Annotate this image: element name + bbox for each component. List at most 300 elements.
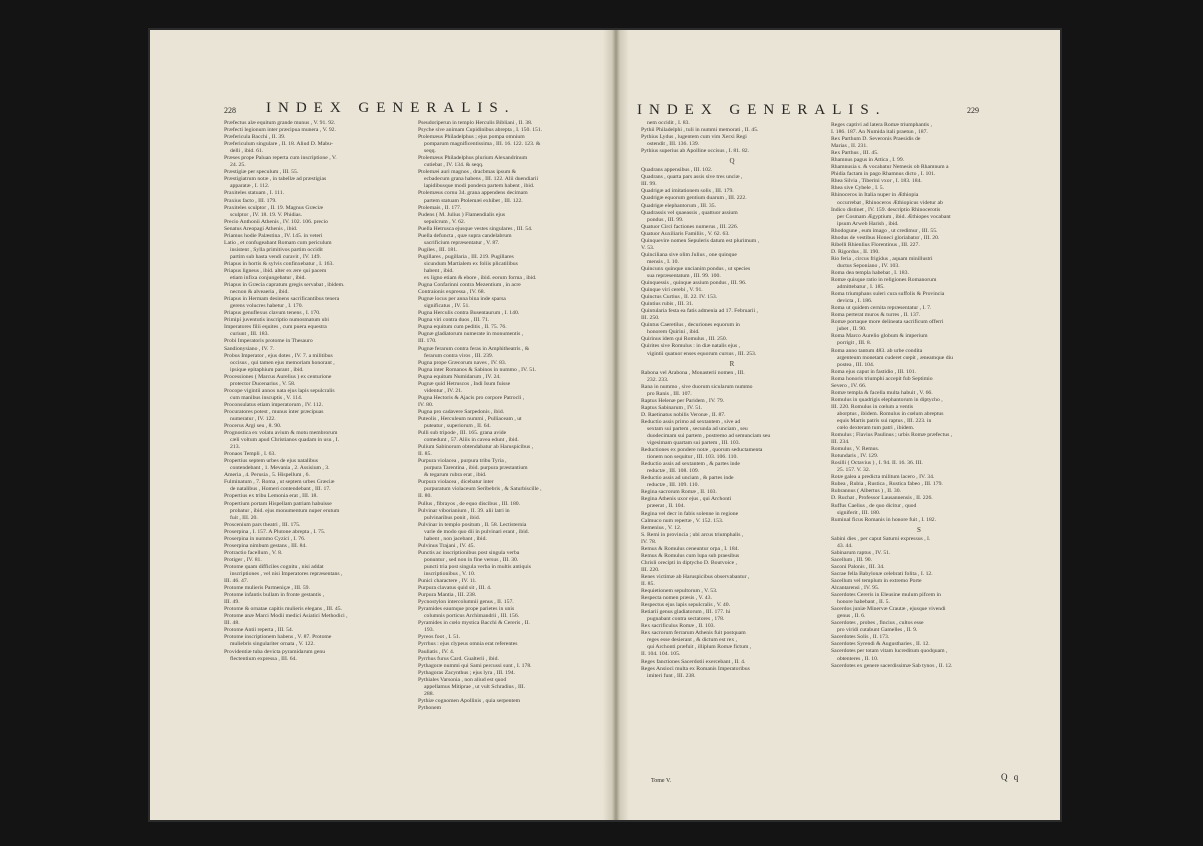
index-entry-line: Alcantarensi , IV. 95. <box>831 585 880 592</box>
index-entry-line: pro viridi cutabunt Gamelles , II. 9. <box>837 627 918 634</box>
index-entry-line: mensis , I. 10. <box>647 258 679 265</box>
index-entry-line: Priapus ligneus , ibid. alter ex ære qui pacem <box>224 267 327 274</box>
index-entry-line: Praxiteles sculptor , II. 19. Magnus Græciæ <box>224 204 324 211</box>
index-entry-line: D. Rigordus , II. 190. <box>831 248 880 255</box>
index-entry-line: Romæ templa & facella multa habuit , V. 66. <box>831 389 933 396</box>
index-entry-line: Quinquevire nomen Sepuleris datum est plurimum , <box>641 237 759 244</box>
index-entry-line: Rana in nummo , sive duorum sicularum nummo <box>641 383 753 390</box>
index-entry-line: Processiones ( Marcus Aurelius ) ex centurione <box>224 373 332 380</box>
index-entry-line: Indico distinet , IV. 159. descriptio Rhinocerotis <box>831 206 941 213</box>
index-entry-line: Ruminal ficus Romanis in honore fuit , I. 182. <box>831 516 937 523</box>
index-entry-line: Pullus , fibrayos , de equo discibus , III. 180. <box>418 500 521 507</box>
index-entry-line: 24. 25. <box>230 162 246 169</box>
index-entry-line: Præfericula Bacchi , II. 39. <box>224 134 286 141</box>
right-column-2 <box>831 122 1007 670</box>
index-entry-line: Requietionem sepultorum , V. 53. <box>641 588 718 595</box>
index-entry-line: Latio , et confugeabant Romam cum periculum <box>224 239 332 246</box>
index-entry-line: Sacerdotes ex genere sacerdissimæ Sab tynos , II. 12. <box>831 662 953 669</box>
index-entry-line: sextam sui partem , secunda ad unciam , seu <box>647 425 748 432</box>
index-entry-line: jubet , II. 90. <box>837 326 867 333</box>
index-entry-line: Rhinoceros in Italia nuper in Æthiopia <box>831 192 919 199</box>
index-entry-line: Pulium Sabinorum obtendabatur ab Haruspicibus , <box>418 444 533 451</box>
index-entry-line: fuit , III. 20. <box>230 514 258 521</box>
index-entry-line: puteatur , superiorum , II. 64. <box>424 423 491 430</box>
index-entry-line: cœlo dexteram tum patri , ibidem. <box>837 425 915 432</box>
index-entry-line: Pauliatis , IV. 4. <box>418 648 455 655</box>
index-entry-line: Puteolis , Herculeum nummi , Pulliaceam , ut <box>418 415 522 422</box>
index-entry-line: III. 250. <box>641 315 660 322</box>
index-entry-line: Sacellum vel templum in extremo Porte <box>831 578 922 584</box>
index-entry-line: porrigit , III. 8. <box>837 340 872 347</box>
index-entry-line: genus , II. 6. <box>837 613 866 620</box>
index-entry-line: Priapus in Græcia capratum gregis servabat , ibidem. <box>224 282 345 289</box>
index-entry-line: Priamus hodie Palæstina , IV. 145. in veteri <box>224 232 323 239</box>
index-entry-line: Roma ejus caput in fastidio , III. 101. <box>831 368 916 375</box>
right-col2-s-entries <box>831 536 1007 670</box>
index-entry-line: Ameria , 4. Perusia , 5. Hispellum , 6. <box>224 472 310 479</box>
index-entry-line: reges esse desierant , & dictum est rex , <box>647 637 738 644</box>
index-entry-line: Ruffus Caelius , de quo dicitur , quod <box>831 502 917 509</box>
running-head-right <box>637 102 979 119</box>
index-entry-line: Romæ portaque more delineata sacrificum offerri <box>831 319 944 326</box>
index-entry-line: Propertius septem urbes de ejus natalibus <box>224 458 318 465</box>
index-entry-line: occurrebat , Rhinoceros Æthiopicus videtur ab <box>837 199 943 206</box>
index-entry-line: Quinctus Curtius , II. 22. IV. 153. <box>641 294 718 301</box>
index-entry-line: Imperatores filii equites , cum puera equestra <box>224 324 327 331</box>
index-entry-line: Rex Parthum D. Severonis Praesidis de <box>831 136 921 143</box>
index-entry-line: Praxius facto , III. 179. <box>224 197 277 204</box>
index-entry-line: Respecta nomen præsis , V. 43. <box>641 595 712 602</box>
index-entry-line: Pyramides eaumque prope parietes in unis <box>418 606 515 613</box>
index-entry-line: Proconsulatus etiam imperatorum , IV. 112. <box>224 401 323 408</box>
index-entry-line: Præfectus alæ equitum grande munus , V. 91. 92. <box>224 120 336 126</box>
index-entry-line: Puella Hetrusca ejusque vestes singulares , III. 54. <box>418 225 533 232</box>
index-entry-line: probatur , ibid. ejus monumentum nuper erutum <box>230 507 340 514</box>
index-entry-line: Pugnæ locus per anna bina inde sparsa <box>418 296 506 303</box>
index-entry-line: Pyrrhus furus Card. Gualterii , ibid. <box>418 655 499 662</box>
index-entry-line: Priapus genuflexus clavum tenens , I. 170. <box>224 310 321 317</box>
index-entry-line: Pulvinus Trajani , IV. 45. <box>418 542 475 549</box>
index-entry-line: II. 104. 104. 105. <box>641 651 681 658</box>
index-entry-line: vigesimam quartam sui partem , III. 103. <box>647 440 741 447</box>
index-entry-line: Pseudoriperun in templo Herculis Bibliani , II. 38. <box>418 120 533 126</box>
index-entry-line: Pugna viri contra duos , III. 71. <box>418 317 490 324</box>
index-entry-line: pondus , III. 99. <box>647 216 684 223</box>
index-entry-line: purpura Tarentina , ibid. purpura præstantium <box>424 465 528 472</box>
index-entry-line: Procerus Argi seu , 8. 90. <box>224 423 282 430</box>
index-entry-line: reductæ , III. 109. 110. <box>647 482 699 489</box>
index-entry-line: sacrificium repræsentatur , V. 87. <box>424 239 500 246</box>
index-entry-line: Roma ut quidem cernita repræsentatur , I. 7. <box>831 305 932 312</box>
index-entry-line: ipsique epitaphium parant , ibid. <box>230 366 304 373</box>
index-entry-line: Propertium portam Hispellam patriam habuisse <box>224 500 332 507</box>
index-entry-line: Priapus in Hermam desinens sacrificantibus tenera <box>224 296 340 303</box>
signature-mark: Q q <box>1001 772 1021 782</box>
right-column-1 <box>641 120 823 680</box>
index-entry-line: Pythagoras Zacynthus ; ejus lyra , III. 194. <box>418 669 515 676</box>
index-entry-line: Pulli sub tripode , III. 165. grana avide <box>418 430 507 437</box>
index-entry-line: Rex sacrorum ferrarum Athenis fuit postquam <box>641 630 746 637</box>
index-entry-line: honore habebant , II. 5. <box>837 599 890 606</box>
index-entry-line: S. Remi in provincia ; ubi arcus triumphalis , <box>641 531 744 538</box>
index-entry-line: qui Archonti præfuit , illiplum Romæ fictum , <box>647 644 752 651</box>
index-entry-line: inscriptiones , vel nisi Imperatores repræsentans , <box>230 571 343 577</box>
index-entry-line: Sacerdotes Solis , II. 173. <box>831 634 890 641</box>
index-entry-line: Quintus Caeretilus , decuriones equorum in <box>641 322 740 329</box>
index-entry-line: Roma honoris triumphi accepit fub Septimio <box>831 375 933 382</box>
index-entry-line: Quadrigæ elephantorum , III. 35. <box>641 202 717 209</box>
index-entry-line: muliebris singulariter ornata , V. 122. <box>230 641 315 648</box>
index-entry-line: 213. <box>230 444 240 451</box>
index-entry-line: Puella defuncta , quæ supra candelabrum <box>418 232 512 239</box>
index-entry-line: Sabinarum raptus , IV. 51. <box>831 549 891 556</box>
index-entry-line: Rubrannus ( Albertus ) , II. 30. <box>831 488 901 495</box>
index-entry-line: Marias , II. 231. <box>831 143 868 150</box>
index-entry-line: I. 186. 187. An Numida itali praetun , 187. <box>831 129 928 136</box>
index-entry-line: inscriptionibus , V. 10. <box>424 571 476 577</box>
index-entry-line: Præfericulum singulare , II. 18. Aliud D. Mabu- <box>224 141 333 148</box>
book-spread <box>150 30 1060 820</box>
index-entry-line: III. 46. 47. <box>224 578 249 585</box>
index-entry-line: Ptolemais , II. 177. <box>418 204 462 211</box>
index-entry-line: videntur , IV. 21. <box>424 387 463 394</box>
index-entry-line: Purpura clavatus quid sit , III. 4. <box>418 585 492 592</box>
index-entry-line: ipsum Arweb Harish , ibid. <box>837 220 899 227</box>
section-letter-s: S <box>917 525 921 534</box>
index-entry-line: per Cosmam Ægyptium , ibid. Æthiopes vocabant <box>837 213 951 220</box>
index-entry-line: Rhodogune , eum imago , ut credimur , III. 55. <box>831 227 938 234</box>
index-entry-line: Sacerdotes per totam vitam lucreditum quodquam , <box>831 648 948 655</box>
index-entry-line: curiunt , III. 183. <box>230 331 269 338</box>
index-entry-line: sepulcrum , V. 62. <box>424 218 466 225</box>
index-entry-line: 25. 157. V. 32. <box>837 467 871 474</box>
index-entry-line: Sacerdos juniæ Minervæ Crautæ , ejusque vivendi <box>831 606 946 613</box>
index-entry-line: Quatuor Auxiliaris Familiis , V. 62. 63. <box>641 230 730 237</box>
index-entry-line: II. 85. <box>641 581 655 587</box>
index-entry-line: Sacerdotes , probes , fincius , cultos esse <box>831 620 924 627</box>
index-entry-line: Sacerdotes Cereris in Eleusine mulum pifcem in <box>831 592 941 599</box>
index-entry-line: Senatus Areopagi Athenis , ibid. <box>224 225 298 232</box>
index-entry-line: Rosilli ( Octavius ) , I. 94. II. 16. 36. III. <box>831 460 923 467</box>
index-entry-line: Pugnæ ferarum contra feras in Amphitheatris , & <box>418 345 530 352</box>
section-letter-q: Q <box>729 157 735 166</box>
index-entry-line: Raptus Helenæ per Paridem , IV. 79. <box>641 397 725 404</box>
index-entry-line: Procope vigintii annos nata ejus lapis sepulcralis <box>224 387 335 394</box>
index-entry-line: 288. <box>424 690 434 697</box>
index-entry-line: Ribelli Rhienlius Florentinus , III. 227. <box>831 241 920 248</box>
index-entry-line: IV. 80. <box>418 401 434 408</box>
index-entry-line: Pyrrhus : ejus clypeus omnia erat referentes <box>418 641 518 648</box>
index-entry-line: Rio feria , circus frigidus , aquam minillustri <box>831 255 933 262</box>
running-head-title-left: INDEX GENERALIS. <box>266 100 516 116</box>
index-entry-line: Rhea Silvia , Tiberini vxor , I. 183. 184. <box>831 178 922 185</box>
index-entry-line: Pugna Hectoris & Ajacis pro corpore Patrocli , <box>418 394 525 401</box>
index-entry-line: Ptolemæus cornu 34. grana appendens decimam <box>418 190 528 197</box>
signature-tome: Tome V. <box>651 778 672 784</box>
index-entry-line: Purpura violacea , purpura tribu Tyria , <box>418 458 507 465</box>
index-entry-line: sculptor , IV. 18. 19. V. Phidias. <box>230 211 303 218</box>
index-entry-line: Pugna inter Romanos & Sabinos in nummo , IV. 51. <box>418 366 537 373</box>
index-entry-line: Probi Imperatoris protome in Thesauro <box>224 338 313 345</box>
index-entry-line: & tegarum rubra erat , ibid. <box>424 472 487 479</box>
index-entry-line: duodecimam sui partem , postremo ad semunciam seu <box>647 433 771 440</box>
index-entry-line: imiteri funt , III. 238. <box>647 672 696 679</box>
index-entry-line: delli , ibid. 61. <box>230 148 264 155</box>
index-entry-line: III. 99. <box>641 181 657 188</box>
right-col1-r-entries <box>641 370 823 680</box>
index-entry-line: Rhamnus pagus in Attica , I. 99. <box>831 157 905 164</box>
index-entry-line: Regina sacrorum Romæ , II. 103. <box>641 489 717 496</box>
index-entry-line: Pythii Philadelphi , tuli in nummi memorati , II. 45. <box>641 127 759 134</box>
index-entry-line: Protome mulieris Parmeniçæ , III. 59. <box>224 585 310 592</box>
index-entry-line: Providentiæ tuba devicta pyramidarum genu <box>224 648 326 655</box>
index-entry-line: Pulvinar in templo positum , II. 58. Lectisternia <box>418 521 527 528</box>
index-entry-line: Protome Antii reperta , III. 54. <box>224 627 294 634</box>
index-entry-line: Pugna pro cadavere Sarpedonis , ibid. <box>418 408 505 415</box>
index-entry-line: Saconi Palonis , III. 34. <box>831 563 885 570</box>
index-entry-line: Proserpina nimbum gestans , III. 84. <box>224 542 307 549</box>
index-entry-line: V. 53. <box>641 244 655 251</box>
right-page <box>629 30 1060 820</box>
index-entry-line: Quadrigæ ad imitationem solis , III. 179. <box>641 188 734 195</box>
index-entry-line: Reges captivi ad latera Romæ triumphantis , <box>831 122 932 128</box>
index-entry-line: de natalibus , Homeri contendebant , III. 17. <box>230 486 331 493</box>
index-entry-line: Primipi juventutis inscriptio numosmatum ubi <box>224 317 329 324</box>
index-entry-line: IV. 78. <box>641 538 657 545</box>
index-entry-line: III. 220. <box>641 566 660 573</box>
index-entry-line: ex ligno etiam & ebore , ibid. eorum forma , ibid. <box>424 275 537 282</box>
index-entry-line: varie de modo quo dii in pulvinari erant , ibid. <box>424 528 530 535</box>
index-entry-line: Rotæ galea a predicta militum lacero , IV. 34. <box>831 474 935 481</box>
index-entry-line: Pythiæ cognomen Apollinis , quia serpentem <box>418 697 521 704</box>
index-entry-line: Pugillares , pugillaria , III. 219. Pugillares <box>418 253 514 260</box>
index-entry-line: ostendit , III. 136. 139. <box>647 141 700 148</box>
index-entry-line: III. 48. <box>224 620 240 627</box>
index-entry-line: postea , III. 104. <box>837 361 875 368</box>
index-entry-line: Respectus ejus lapis sepulcralis , V. 40. <box>641 602 731 609</box>
index-entry-line: cutiebat , IV. 134. & seqq. <box>424 162 484 169</box>
index-entry-line: partem statuam Ptolemæi exhibet , III. 122. <box>424 197 523 204</box>
index-entry-line: Rex sacrificulus Romæ , II. 103. <box>641 623 715 630</box>
index-entry-line: tionem non sequitur , III. 103. 106. 110. <box>647 454 738 461</box>
right-col1-top-entries <box>641 120 823 155</box>
index-entry-line: Roma anno tantum 483. ab urbe condita <box>831 347 923 354</box>
index-entry-line: Priapus in hortis & sylvis confinxebatur , I. 163. <box>224 260 334 267</box>
index-entry-line: ductus Seponiano , IV. 103. <box>837 262 900 269</box>
index-entry-line: Rhamnusia s. & vocabatur Nemesis ob Rhamnum a <box>831 164 949 171</box>
index-entry-line: habent , ibid. <box>424 267 454 274</box>
index-entry-line: seqq. <box>424 148 436 155</box>
index-entry-line: Retiarii genus gladiatorum , III. 177. hi <box>641 609 731 616</box>
index-entry-line: Præfecti legionum inter præcipua munera , V. 92. <box>224 127 336 134</box>
index-entry-line: Sabini dies , per caput Saturni expressus , I. <box>831 535 931 542</box>
index-entry-line: Reductiones ex pondere notæ , quorum seductamenta <box>641 447 763 454</box>
index-entry-line: Pythonem <box>418 704 442 711</box>
index-entry-line: Præses prope Paluan reperta cum inscriptione , V. <box>224 155 337 162</box>
index-entry-line: Protome quam difficiles cognitu , nisi addat <box>224 563 324 570</box>
index-entry-line: D. Raetinatus nobilis Veronæ , II. 87. <box>641 411 726 418</box>
index-entry-line: insistent , Sylla primitivos partim occidit <box>230 246 323 253</box>
index-entry-line: ferarum contra viros , III. 239. <box>424 352 494 359</box>
index-entry-line: Probus Imperator , ejus dotes , IV. 7. a militibus <box>224 352 333 359</box>
right-col2-top-entries <box>831 122 1007 524</box>
index-entry-line: Calmuco num repertæ , V. 152. 153. <box>641 517 724 524</box>
index-entry-line: Protome anæ Marci Modii medici Asiatici Methodici , <box>224 613 348 620</box>
index-entry-line: Fulminatum , 7. Roma , ut septem urbes Græciæ <box>224 479 335 486</box>
index-entry-line: flectentium expressa , III. 64. <box>230 655 297 662</box>
index-entry-line: Protome & ornatae capitis mulieris elegans , III. 45. <box>224 606 342 613</box>
index-entry-line: occisus , qui tamen ejus memoriam honorant , <box>230 359 335 366</box>
index-entry-line: Romulus in quadrigis elephantorum in diptycho , <box>831 396 943 403</box>
index-entry-line: Protome inscriptionem habens , V. 87. Protome <box>224 634 332 641</box>
index-entry-line: Phidia factam in pago Rhamnus dicto , I. 101. <box>831 171 936 178</box>
index-entry-line: Regina vel decr in fabis solenne in regione <box>641 510 739 517</box>
index-entry-line: Proscenium pars theatri , III. 175. <box>224 521 301 528</box>
index-entry-line: Quadrigæ equorum gentium duarum , III. 222. <box>641 195 747 202</box>
index-entry-line: III. 170. <box>418 338 437 345</box>
running-head-title-right: INDEX GENERALIS. <box>637 102 887 118</box>
index-entry-line: Prognostica ex volatu avium & motu membrorum <box>224 430 338 437</box>
index-entry-line: Pythius superius ab Apolline occisus , I. 81. 82. <box>641 148 750 155</box>
index-entry-line: Renes victimæ ab Haruspicibus observabantur , <box>641 573 750 580</box>
index-entry-line: Pugna Confarinni contra Mezentium , in acre <box>418 282 521 289</box>
left-page <box>150 30 603 820</box>
index-entry-line: Pugnæ quid Hetruscos , Indi Isum fuisse <box>418 380 511 387</box>
index-entry-line: Pudens ( M. Julius ) Flamendialis ejus <box>418 211 506 218</box>
index-entry-line: devicta , I. 186. <box>837 298 873 305</box>
index-entry-line: præerat , II. 104. <box>647 503 685 510</box>
index-entry-line: habent , non jacebant , ibid. <box>424 535 487 542</box>
index-entry-line: pugnabant contra sectatores , 178. <box>647 616 725 623</box>
index-entry-line: Ptolemæus Philadelphus plurium Alexandrinum <box>418 155 528 162</box>
index-entry-line: admittebatur , I. 185. <box>837 284 885 291</box>
index-entry-line: 193. <box>424 627 434 634</box>
index-entry-line: Punctis ac inscriptionibus post singula verba <box>418 549 520 556</box>
index-entry-line: Remus & Romulus cum lupa sub praesibus <box>641 552 740 559</box>
index-entry-line: etiam infixa conjungebatur , ibid. <box>230 275 306 282</box>
left-column-1 <box>224 120 412 663</box>
index-entry-line: Protractio facellum , V. 8. <box>224 549 283 556</box>
index-entry-line: reductæ , III. 108. 109. <box>647 468 700 475</box>
index-entry-line: D. Ruchat , Professor Lausannensis , II. 226. <box>831 495 933 502</box>
index-entry-line: appellamus Mitiprae , ut vult Schradius , III. <box>424 683 526 690</box>
index-entry-line: II. 80. <box>418 493 432 500</box>
index-entry-line: Purpura violacea , dicebatur inter <box>418 479 494 486</box>
index-entry-line: Pyreos foot , I. 51. <box>418 634 461 641</box>
index-entry-line: Pugiles , III. 181. <box>418 246 458 253</box>
index-entry-line: argenteum monetam cuderet cœpit , æneamque diu <box>837 354 953 361</box>
index-entry-line: Precio Anthonii Athenis , IV. 102. 106. precio <box>224 218 328 225</box>
index-entry-line: Quadrans appensibus , III. 102. <box>641 167 713 174</box>
index-entry-line: Contraionis expressa , IV. 68. <box>418 289 486 296</box>
index-entry-line: Remus & Romulus ceneuntur orpa , I. 184. <box>641 545 739 552</box>
index-entry-line: Romæ quisque ratio in religiones Romanorum <box>831 277 937 284</box>
index-entry-line: Quirites sive Romulus : in diæ natalis ejus , <box>641 343 741 350</box>
index-entry-line: Rhodus de vestibus Honeci gloriabatur , III. 20. <box>831 234 940 241</box>
index-entry-line: Pugna equitum Numidarum , IV. 24. <box>418 373 501 380</box>
index-entry-line: Regina Athenis uxor ejus , qui Archonti <box>641 496 732 503</box>
index-entry-line: protector Ducenarius , V. 58. <box>230 380 296 387</box>
index-entry-line: Pugna equitum cum peditis , II. 75. 76. <box>418 324 507 331</box>
index-entry-line: Protome infantis bullam in fronte gestantis , <box>224 592 324 599</box>
index-entry-line: Præstigiæ per speculum , III. 55. <box>224 169 299 176</box>
index-entry-line: contendebant , 1. Mevania , 2. Assisium , 3. <box>230 465 330 472</box>
index-entry-line: Reductio assis ad unciam , & partes inde <box>641 475 734 482</box>
book-gutter <box>603 30 629 820</box>
index-entry-line: sicundum Martialem ex foliis plicatilibus <box>424 260 518 267</box>
index-entry-line: pro Ranis , III. 107. <box>647 390 692 397</box>
index-entry-line: signiferit , III. 180. <box>837 509 881 516</box>
index-entry-line: comedunt , 57. Aliis in cavea edunt , ibid. <box>424 437 519 444</box>
index-entry-line: Quinque viri cerebi , V. 91. <box>641 287 703 294</box>
index-entry-line: pomparum magnificentissima , III. 16. 122. 123. & <box>424 141 541 148</box>
index-entry-line: significatus , IV. 51. <box>424 303 470 310</box>
index-entry-line: Roma perterat muros & turres , II. 137. <box>831 312 921 319</box>
index-entry-line: Psyche sive animam Cupidinibus abrepta , I. 150. 151. <box>418 127 543 134</box>
running-head-left <box>224 100 516 118</box>
index-entry-line: Sandionysiano , IV. 7. <box>224 345 275 352</box>
index-entry-line: obtenteres , II. 10. <box>837 655 879 662</box>
index-entry-line: Quinciliana sive olim Julius , one quinque <box>641 251 737 258</box>
index-entry-line: Severo , IV. 66. <box>831 382 867 389</box>
page-number-right: 229 <box>967 106 979 115</box>
index-entry-line: Pythiales Varsonia , non aliud est quod <box>418 676 507 683</box>
index-entry-line: Ptolemæus Philadelphus ; ejus pompa omnium <box>418 134 525 141</box>
index-entry-line: Procuratores potest , munus inter præcipuas <box>224 408 324 415</box>
index-entry-line: 43. 44. <box>837 542 853 549</box>
index-entry-line: Ptolemæi auri magnos , dracbmas ipsum & <box>418 169 517 176</box>
index-entry-line: Romulus ; Flavius Paulinus ; urbis Romæ præfectus , <box>831 432 953 439</box>
index-entry-line: purpuratum violaceum Seribebris , & Saturbiscille , <box>424 486 542 493</box>
index-entry-line: Roma Marco Aurelio globum & imperium <box>831 333 928 340</box>
index-entry-line: III. 234. <box>831 439 850 446</box>
index-entry-line: III. 220. Romulus in cœlum a ventis <box>831 403 914 410</box>
index-entry-line: apparatæ , I. 112. <box>230 183 270 190</box>
index-entry-line: ecbadecum grana habens , III. 122. Alii duendiarii <box>424 176 539 183</box>
index-entry-line: Rotundaris , IV. 129. <box>831 453 879 460</box>
index-entry-line: Quinquessis , quinque assium pondus , III. 96. <box>641 280 747 287</box>
index-entry-line: Reges Ansioci multa ex Romanis Imperatoribus <box>641 665 750 672</box>
index-entry-line: necnon & alveaeria , ibid. <box>230 289 289 296</box>
index-entry-line: partim sub hasta vendi curavit , IV. 149. <box>230 253 321 260</box>
index-entry-line: Præstigiatrum notæ , in tabellæ ad præstigias <box>224 176 327 183</box>
index-entry-line: Rex Parthus , III. 45. <box>831 150 879 157</box>
section-letter-r: R <box>729 359 735 368</box>
index-entry-line: cum manibus inscuptis , V. 114. <box>230 394 303 401</box>
index-entry-line: Pycnostylon intercolumnii genus , II. 157. <box>418 599 514 606</box>
index-entry-line: Sacerdotes Syrendi & Augustharies , II. 12. <box>831 641 930 648</box>
index-entry-line: 232. 233. <box>647 376 669 383</box>
index-entry-line: columnis porticus Archimandrii , III. 156. <box>424 613 520 620</box>
index-entry-line: Quirinus idem qui Romulus , III. 250. <box>641 336 728 343</box>
index-entry-line: Pythagoræ nummi qui Sami percussi sunt , I. 178. <box>418 662 532 669</box>
index-entry-line: Pulvinar viborianium , II. 39. alii latri in <box>418 507 510 514</box>
index-entry-line: gerens volucres habetur , I. 170. <box>230 303 303 310</box>
index-entry-line: Pyramides in cœlo mystica Bacchi & Cereris , II. <box>418 620 530 627</box>
index-entry-line: Quintius rubis , III. 31. <box>641 301 694 308</box>
index-entry-line: Purpura Mantia , III. 238. <box>418 592 477 599</box>
index-entry-line: pulvinaribus ponit , ibid. <box>424 514 481 521</box>
index-entry-line: lapidibusque modi pondera partem habent , ibid. <box>424 183 535 190</box>
index-entry-line: Sacellum , III. 90. <box>831 556 873 563</box>
index-entry-line: vigintii quatuor enses equorum cursus , III. 253. <box>647 350 757 357</box>
index-entry-line: Reductio assis primo ad sextantem , sive ad <box>641 418 741 425</box>
index-entry-line: Protiger , IV. 81. <box>224 556 262 563</box>
index-entry-line: puncti tria post singula verba in multis antiquis <box>424 563 531 570</box>
index-entry-line: nem occidit , I. 83. <box>647 120 690 126</box>
index-entry-line: Pugna prope Græcorum naves , IV. 83. <box>418 359 507 366</box>
index-entry-line: Quatuor Circi factiones numerus , III. 226. <box>641 223 739 230</box>
